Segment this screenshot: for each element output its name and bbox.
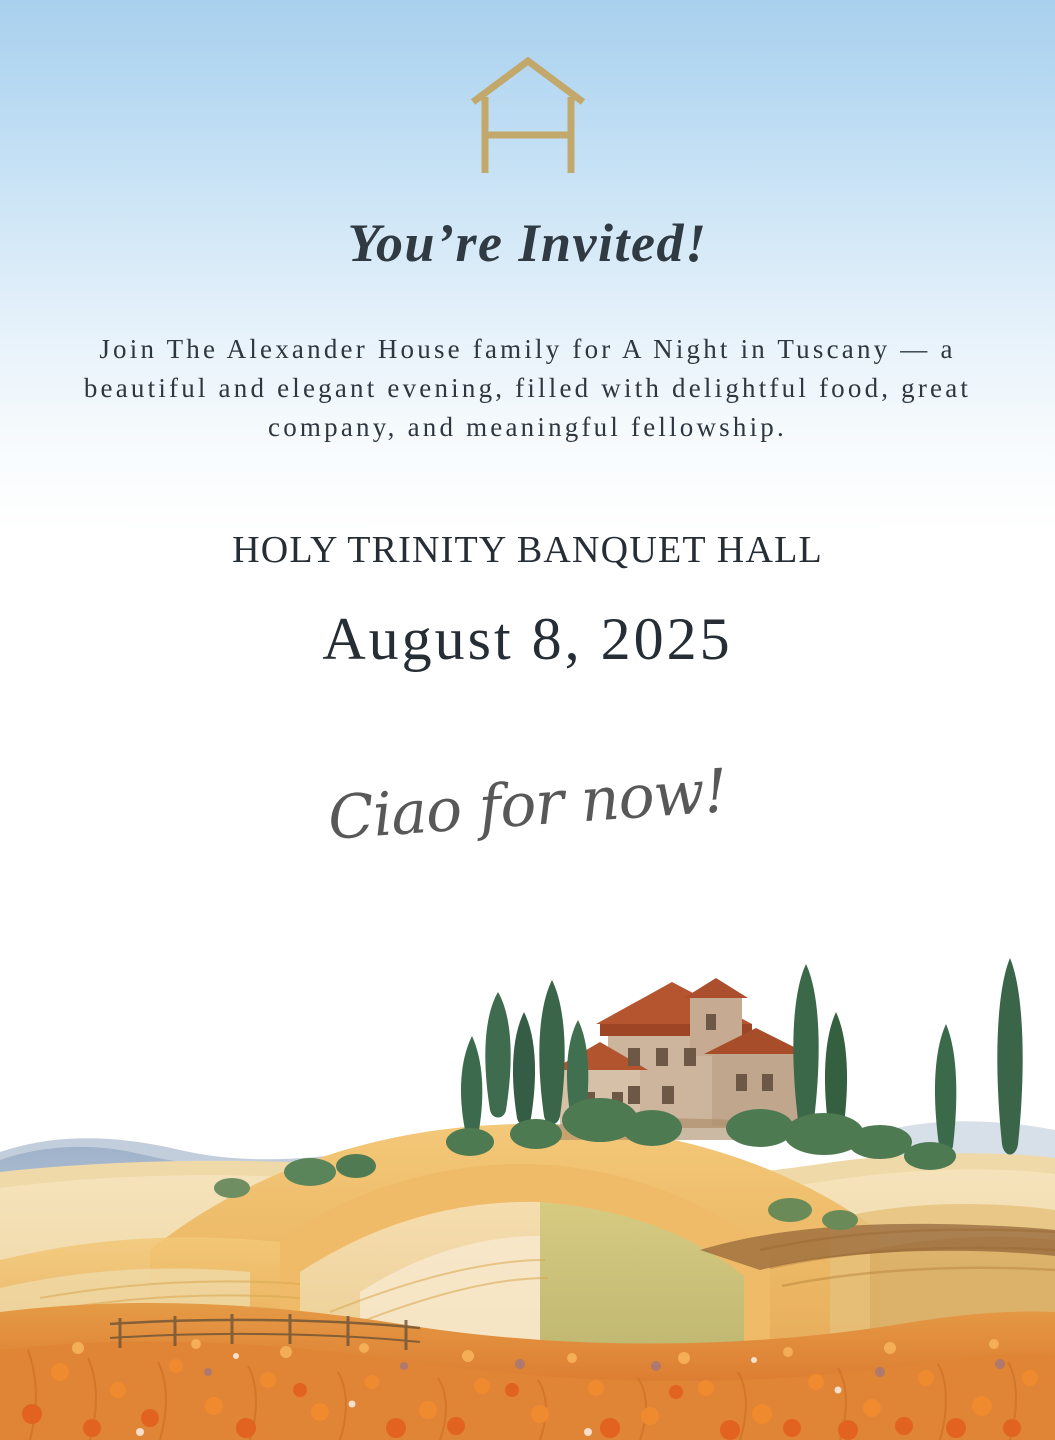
event-date: August 8, 2025 xyxy=(322,606,733,672)
tuscan-landscape-illustration xyxy=(0,920,1055,1440)
house-outline-logo-icon xyxy=(463,55,593,180)
logo-container xyxy=(0,55,1055,180)
venue-name: HOLY TRINITY BANQUET HALL xyxy=(232,529,823,571)
invitation-body-text: Join The Alexander House family for A Night in Tuscany — a beautiful and elegant evening, filled with delightful food, great company, and meaningful fellowship. xyxy=(83,334,972,442)
page-title: You’re Invited! xyxy=(347,213,708,273)
signoff-text: Ciao for now! xyxy=(325,756,730,854)
